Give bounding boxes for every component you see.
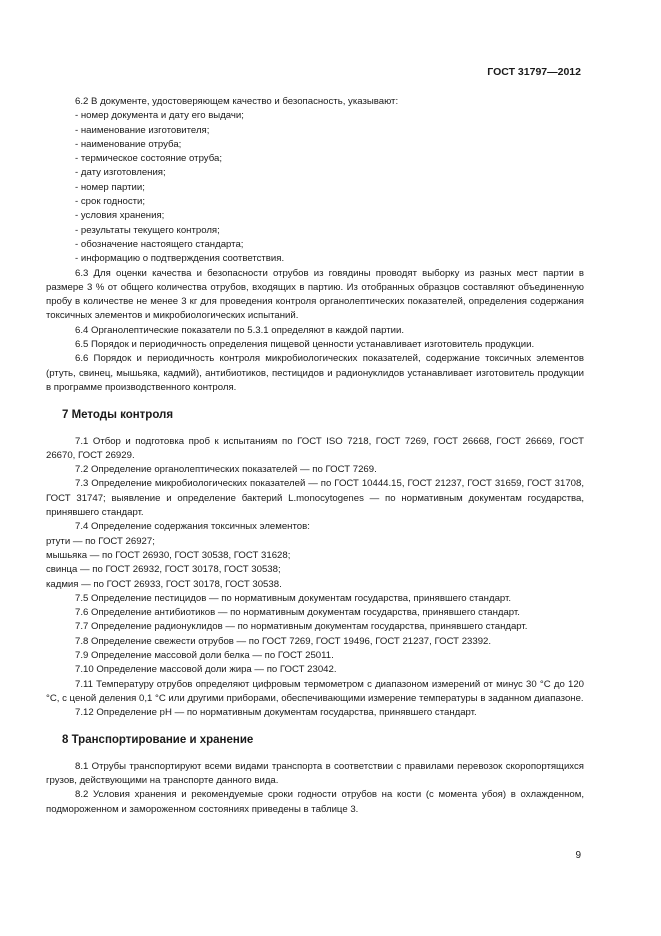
paragraph-7-9: 7.9 Определение массовой доли белка — по ГОСТ 25011.	[75, 649, 334, 661]
toxic-element-item: свинца — по ГОСТ 26932, ГОСТ 30178, ГОСТ 30538;	[46, 564, 281, 576]
list-item: - термическое состояние отруба;	[75, 153, 222, 165]
paragraph-6-4: 6.4 Органолептические показатели по 5.3.1 определяют в каждой партии.	[75, 324, 404, 336]
paragraph-7-1: 7.1 Отбор и подготовка проб к испытаниям по ГОСТ ISO 7218, ГОСТ 7269, ГОСТ 26668, ГОСТ 26669, ГОСТ 26670, ГОСТ 26929.	[46, 435, 584, 461]
page-content	[46, 95, 584, 817]
list-item: - номер партии;	[75, 181, 145, 193]
paragraph-7-8: 7.8 Определение свежести отрубов — по ГОСТ 7269, ГОСТ 19496, ГОСТ 21237, ГОСТ 23392.	[75, 635, 492, 647]
section-7-heading: 7 Методы контроля	[62, 409, 174, 422]
list-item: - информацию о подтверждения соответствия.	[75, 253, 285, 265]
paragraph-6-2: 6.2 В документе, удостоверяющем качество и безопасность, указывают:	[75, 96, 399, 107]
paragraph-6-5: 6.5 Порядок и периодичность определения пищевой ценности устанавливает изготовитель продукции.	[75, 339, 535, 351]
list-item: - наименование отруба;	[75, 138, 182, 150]
list-item: - номер документа и дату его выдачи;	[75, 110, 244, 122]
list-item: - результаты текущего контроля;	[75, 224, 220, 236]
list-item: - обозначение настоящего стандарта;	[75, 238, 244, 250]
list-item: - наименование изготовителя;	[75, 124, 210, 136]
paragraph-8-2: 8.2 Условия хранения и рекомендуемые сроки годности отрубов на кости (с момента убоя) в охлажденном, подмороженном и замороженном состояниях приведены в таблице 3.	[46, 789, 584, 815]
toxic-element-item: кадмия — по ГОСТ 26933, ГОСТ 30178, ГОСТ 30538.	[46, 578, 282, 590]
list-item: - дату изготовления;	[75, 167, 166, 179]
paragraph-6-6: 6.6 Порядок и периодичность контроля микробиологических показателей, содержание токсичных элементов (ртуть, свинец, мышьяка, кадмий), антибиотиков, пестицидов и радионуклидов устанавливает изготовитель продукции в программе производственного контроля.	[46, 353, 584, 393]
paragraph-7-2: 7.2 Определение органолептических показателей — по ГОСТ 7269.	[75, 464, 377, 476]
paragraph-7-11: 7.11 Температуру отрубов определяют цифровым термометром с диапазоном измерений от минус 30 °С до 120 °С, с ценой деления 0,1 °С или другими приборами, обеспечивающими измерение температуры в заданном диапазоне.	[46, 678, 584, 704]
section-8-heading: 8 Транспортирование и хранение	[62, 734, 254, 747]
list-item: - срок годности;	[75, 196, 146, 208]
required-info-list	[46, 109, 584, 266]
paragraph-7-10: 7.10 Определение массовой доли жира — по ГОСТ 23042.	[75, 664, 337, 676]
paragraph-8-1: 8.1 Отрубы транспортируют всеми видами транспорта в соответствии с правилами перевозок скоропортящихся грузов, действующими на транспорте данного вида.	[46, 760, 584, 787]
paragraph-7-3: 7.3 Определение микробиологических показателей — по ГОСТ 10444.15, ГОСТ 21237, ГОСТ 31659, ГОСТ 31708, ГОСТ 31747; выявление и определение бактерий L.monocytogenes — по нормативным документам государства, принявшего стандарт.	[46, 478, 584, 519]
toxic-element-item: ртути — по ГОСТ 26927;	[46, 535, 155, 547]
page-number: 9	[575, 850, 581, 861]
paragraph-7-4: 7.4 Определение содержания токсичных элементов:	[75, 521, 310, 533]
toxic-element-item: мышьяка — по ГОСТ 26930, ГОСТ 30538, ГОСТ 31628;	[46, 549, 291, 561]
paragraph-7-6: 7.6 Определение антибиотиков — по нормативным документам государства, принявшего стандарт.	[75, 607, 520, 619]
paragraph-7-12: 7.12 Определение pH — по нормативным документам государства, принявшего стандарт.	[75, 707, 477, 719]
paragraph-7-5: 7.5 Определение пестицидов — по нормативным документам государства, принявшего стандарт.	[75, 592, 512, 604]
document-number: ГОСТ 31797—2012	[487, 66, 581, 78]
list-item: - условия хранения;	[75, 210, 165, 222]
paragraph-6-3: 6.3 Для оценки качества и безопасности отрубов из говядины проводят выборку из разных мест партии в размере 3 % от общего количества отрубов, входящих в партию. Из отобранных образцов составляют объединенную пробу в количестве не менее 3 кг для проведения контроля органолептических показателей, определения содержания токсичных элементов и микробиологических испытаний.	[46, 267, 584, 322]
paragraph-7-7: 7.7 Определение радионуклидов — по нормативным документам государства, принявшего стандарт.	[75, 621, 528, 633]
